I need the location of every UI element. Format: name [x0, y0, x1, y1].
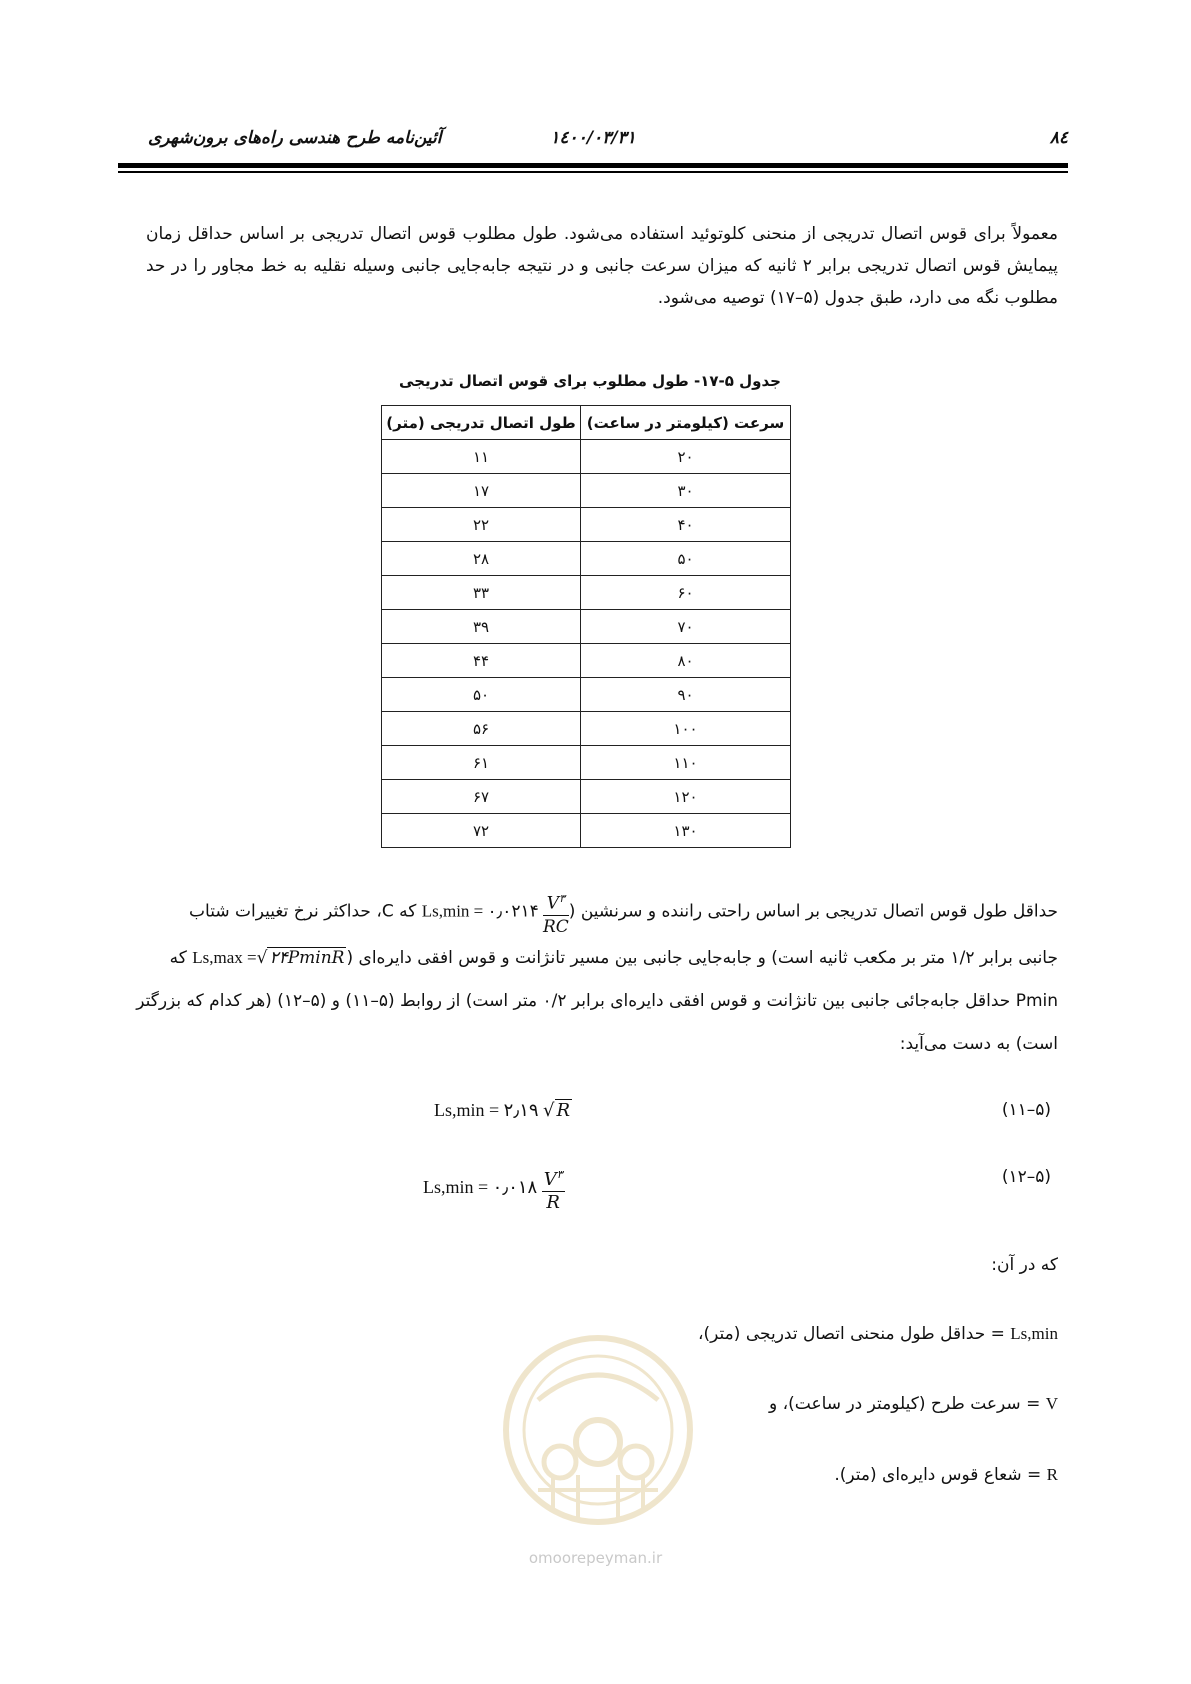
equation-11-number: (۵–۱۱) — [1001, 1100, 1051, 1120]
table-cell-speed: ۱۲۰ — [581, 780, 791, 814]
definition-r-text: = شعاع قوس دایره‌ای (متر). — [834, 1465, 1042, 1485]
table-cell-speed: ۴۰ — [581, 508, 791, 542]
table-caption: جدول ۵-۱۷- طول مطلوب برای قوس اتصال تدریجی — [399, 372, 781, 390]
equation-12-lhs: Ls,min = — [423, 1177, 489, 1198]
table-cell-length: ۵۰ — [382, 678, 581, 712]
equation-12-fraction — [542, 1164, 565, 1214]
table-cell-speed: ۱۰۰ — [581, 712, 791, 746]
table-cell-speed: ۸۰ — [581, 644, 791, 678]
inline-formula-coef: ۰٫۰۲۱۴ — [487, 901, 539, 922]
sqrt-sign: √ ۲۴PminR — [256, 948, 345, 968]
equation-12-numerator: V — [543, 1169, 557, 1190]
table-row — [382, 508, 791, 542]
equation-12-number: (۵–۱۲) — [1001, 1167, 1051, 1187]
paragraph2-line4: است) به دست می‌آید: — [899, 1034, 1058, 1054]
table-row — [382, 746, 791, 780]
definition-lsmin-symbol: Ls,min — [1010, 1324, 1058, 1343]
inline-fraction-exponent: ۳ — [559, 892, 565, 905]
where-label: که در آن: — [991, 1255, 1058, 1275]
definition-v — [769, 1394, 1058, 1414]
equation-12 — [423, 1164, 565, 1214]
intro-paragraph: معمولاً برای قوس اتصال تدریجی از منحنی کلوتوئید استفاده می‌شود. طول مطلوب قوس اتصال تدریجی بر اساس حداقل زمان پیمایش قوس اتصال تدریجی برابر ۲ ثانیه که میزان سرعت جانبی و در نتیجه جابه‌جایی جانبی وسیله نقلیه به خط مجاور را در حد مطلوب نگه می دارد، طبق جدول (۵–۱۷) توصیه می‌شود. — [146, 224, 1058, 308]
table-cell-length: ۶۷ — [382, 780, 581, 814]
table-cell-speed: ۷۰ — [581, 610, 791, 644]
table-cell-speed: ۹۰ — [581, 678, 791, 712]
column-header-speed: سرعت (کیلومتر در ساعت) — [581, 406, 791, 440]
definition-lsmin — [698, 1324, 1058, 1344]
table-header-row — [382, 406, 791, 440]
inline-fraction-denominator: RC — [542, 916, 569, 937]
inline-formula-lhs: Ls,min = — [421, 901, 484, 921]
page-header — [118, 128, 1068, 156]
header-date: ۱٤۰۰/۰۳/۳۱ — [550, 128, 636, 148]
inline-formula-lsmin — [422, 888, 569, 938]
inline-fraction — [543, 888, 569, 938]
table-row — [382, 678, 791, 712]
table-row — [382, 440, 791, 474]
table-cell-length: ۵۶ — [382, 712, 581, 746]
table-cell-speed: ۱۳۰ — [581, 814, 791, 848]
header-title: آئین‌نامه طرح هندسی راه‌های برون‌شهری — [148, 128, 442, 148]
paragraph2-line2-text-b: که — [169, 948, 193, 968]
watermark-text: omoorepeyman.ir — [528, 1549, 663, 1567]
table-row — [382, 474, 791, 508]
equation-11 — [434, 1100, 572, 1121]
table-cell-length: ۲۸ — [382, 542, 581, 576]
page-number: ۸٤ — [1049, 128, 1068, 148]
paragraph2-line2-text-a: جانبی برابر ۱/۲ متر بر مکعب ثانیه است) و جابه‌جایی جانبی بین مسیر تانژانت و قوس افقی دایره‌ای ( — [346, 948, 1058, 968]
table-cell-speed: ۶۰ — [581, 576, 791, 610]
header-rule-thin — [118, 171, 1068, 173]
paragraph2-line1 — [189, 888, 1058, 938]
table-cell-speed: ۲۰ — [581, 440, 791, 474]
table-cell-length: ۱۱ — [382, 440, 581, 474]
table-cell-length: ۶۱ — [382, 746, 581, 780]
definition-v-text: = سرعت طرح (کیلومتر در ساعت)، و — [769, 1394, 1041, 1414]
table-cell-speed: ۱۱۰ — [581, 746, 791, 780]
table-row — [382, 780, 791, 814]
table-cell-length: ۴۴ — [382, 644, 581, 678]
paragraph2-line1-text-b: که C، حداکثر نرخ تغییرات شتاب — [189, 901, 422, 922]
table-row — [382, 576, 791, 610]
definition-r — [834, 1465, 1058, 1485]
equation-11-radicand: R — [556, 1100, 571, 1121]
equation-12-exponent: ۳ — [556, 1168, 563, 1181]
table-cell-length: ۷۲ — [382, 814, 581, 848]
inline-fraction-numerator: V — [546, 893, 560, 914]
paragraph2-line3: Pmin حداقل جابه‌جائی جانبی بین تانژانت و قوس افقی دایره‌ای برابر ۰/۲ متر است) از روابط (۵–۱۱) و (۵–۱۲) (هر کدام که بزرگتر — [136, 991, 1058, 1011]
table-row — [382, 542, 791, 576]
equation-11-sqrt: √ R — [543, 1100, 571, 1121]
definition-r-symbol: R — [1046, 1465, 1058, 1484]
table-row — [382, 814, 791, 848]
header-rule-thick — [118, 163, 1068, 168]
table-cell-speed: ۵۰ — [581, 542, 791, 576]
equation-11-lhs: Ls,min = — [434, 1100, 500, 1120]
table-row — [382, 712, 791, 746]
column-header-length: طول اتصال تدریجی (متر) — [382, 406, 581, 440]
inline-formula-lsmax-lhs: Ls,max = — [192, 948, 257, 967]
watermark-logo-icon — [498, 1330, 698, 1530]
equation-12-coef: ۰٫۰۱۸ — [492, 1177, 538, 1199]
paragraph2-line2 — [170, 942, 1058, 974]
table-cell-length: ۲۲ — [382, 508, 581, 542]
sqrt-radicand: ۲۴PminR — [269, 948, 345, 968]
table-row — [382, 610, 791, 644]
equation-11-coef: ۲٫۱۹ — [503, 1100, 539, 1121]
definition-v-symbol: V — [1045, 1394, 1058, 1413]
inline-formula-lsmax — [192, 942, 346, 974]
definition-lsmin-text: = حداقل طول منحنی اتصال تدریجی (متر)، — [698, 1324, 1005, 1344]
table-cell-length: ۱۷ — [382, 474, 581, 508]
paragraph2-line1-text-a: حداقل طول قوس اتصال تدریجی بر اساس راحتی راننده و سرنشین ( — [568, 901, 1058, 922]
table-row — [382, 644, 791, 678]
spiral-length-table — [381, 405, 791, 848]
table-cell-length: ۳۹ — [382, 610, 581, 644]
equation-12-denominator: R — [546, 1192, 560, 1213]
table-cell-speed: ۳۰ — [581, 474, 791, 508]
table-cell-length: ۳۳ — [382, 576, 581, 610]
